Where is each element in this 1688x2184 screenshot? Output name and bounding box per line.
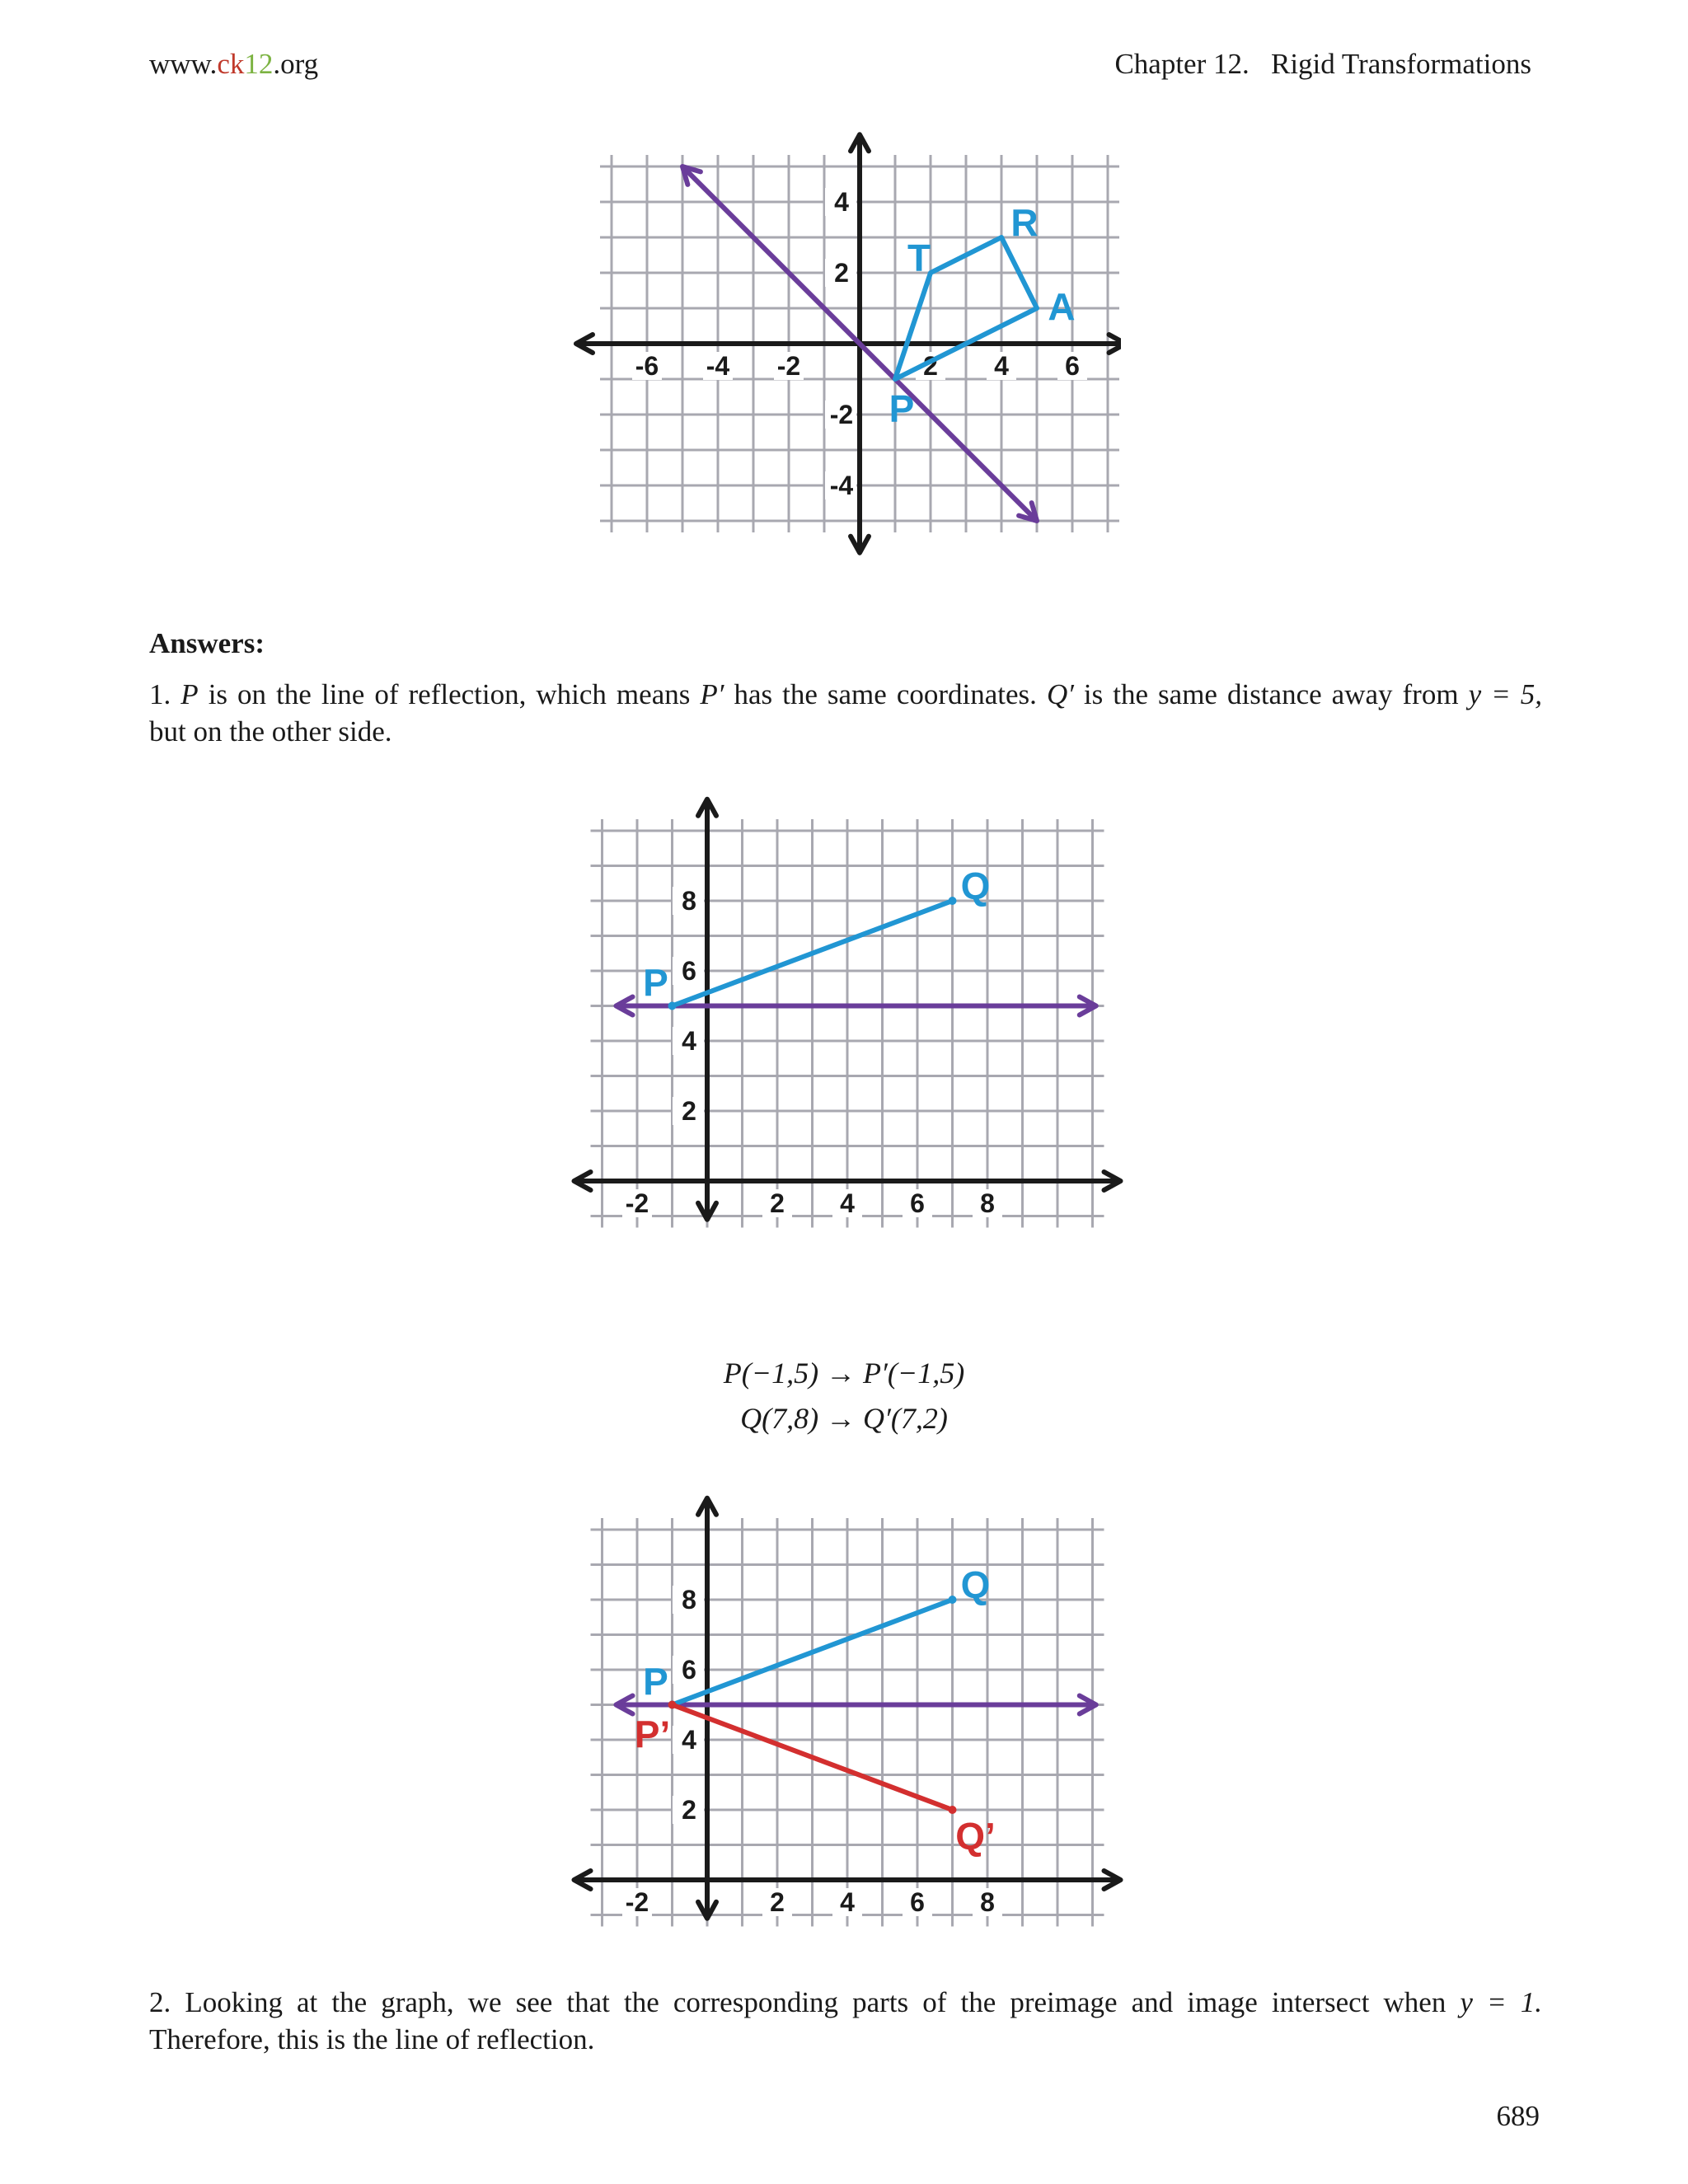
site-suffix: .org (273, 48, 319, 80)
page-number: 689 (1496, 2100, 1540, 2132)
site-prefix: www. (149, 48, 218, 80)
x-tick-label: 6 (910, 1188, 925, 1218)
label-p: P (643, 961, 668, 1005)
x-tick-label: 4 (840, 1887, 855, 1917)
answer-1-q-prime: Q′ (1046, 678, 1074, 710)
label-q-prime: Q’ (955, 1815, 996, 1858)
answer-1-text3: is the same distance away from (1073, 678, 1469, 710)
point-p (668, 1002, 677, 1010)
x-tick-label: -6 (635, 351, 659, 381)
y-tick-label: 4 (682, 1026, 696, 1056)
x-tick-label: 6 (910, 1887, 925, 1917)
equation-q: Q(7,8) → Q′(7,2) (740, 1402, 948, 1435)
site-ck: ck (217, 48, 245, 80)
x-tick-label: 2 (923, 351, 938, 381)
y-tick-label: 6 (682, 1655, 696, 1685)
x-tick-label: -2 (776, 351, 801, 381)
vertex-label-r: R (1010, 201, 1039, 244)
answer-2-line1: 2. Looking at the graph, we see that the corresponding parts of the preimage and image intersect when (149, 1986, 1447, 2018)
x-tick-label: 6 (1065, 351, 1080, 381)
vertex-label-p: P (889, 387, 915, 430)
answer-2-paragraph (149, 1984, 1542, 2058)
answer-1-p: P (181, 678, 199, 710)
y-tick-label: 2 (682, 1096, 696, 1126)
site-url[interactable] (149, 48, 318, 81)
graph3-svg (565, 1490, 1125, 1931)
x-tick-label: 8 (980, 1188, 995, 1218)
answer-1-text4: but on the other side. (149, 715, 392, 748)
graph-segment-pq (565, 791, 1125, 1232)
y-tick-label: 2 (834, 258, 849, 288)
x-tick-label: 2 (770, 1887, 785, 1917)
answer-2-y-eq: y = 1. (1460, 1986, 1542, 2018)
point-q (949, 897, 957, 905)
label-q: Q (960, 865, 991, 907)
graph-reflection-pq (565, 1490, 1125, 1931)
x-tick-label: 8 (980, 1887, 995, 1917)
y-tick-label: 8 (682, 1585, 696, 1615)
y-tick-label: -2 (829, 400, 854, 429)
graph2-svg (565, 791, 1125, 1232)
x-tick-label: 4 (840, 1188, 855, 1218)
vertex-label-a: A (1048, 285, 1076, 328)
y-tick-label: 4 (834, 187, 849, 217)
point-q-prime (949, 1806, 957, 1814)
answer-1-text1: is on the line of reflection, which means (198, 678, 701, 710)
vertex-label-t: T (907, 237, 931, 279)
answer-1-text2: has the same coordinates. (724, 678, 1047, 710)
y-tick-label: 4 (682, 1725, 696, 1755)
label-p-prime: P’ (634, 1713, 671, 1756)
x-tick-label: 2 (770, 1188, 785, 1218)
site-12: 12 (244, 48, 274, 80)
label-p: P (643, 1660, 668, 1704)
graph-reflection-diagonal (569, 128, 1121, 569)
answer-1-y-eq: y = 5, (1468, 678, 1543, 710)
x-tick-label: -4 (706, 351, 730, 381)
answer-1-number: 1. (149, 678, 171, 710)
label-q: Q (960, 1563, 991, 1606)
equation-p: P(−1,5) → P′(−1,5) (723, 1357, 965, 1390)
y-tick-label: -4 (829, 471, 854, 500)
y-tick-label: 8 (682, 886, 696, 916)
point-p-prime (668, 1701, 677, 1709)
point-q (949, 1596, 957, 1604)
x-tick-label: 4 (994, 351, 1009, 381)
y-tick-label: 2 (682, 1795, 696, 1825)
answer-2-line2: Therefore, this is the line of reflection. (149, 2023, 595, 2055)
answers-heading: Answers: (149, 627, 265, 659)
answer-1-paragraph (149, 676, 1542, 750)
x-tick-label: -2 (625, 1188, 649, 1218)
chapter-title: Chapter 12. Rigid Transformations (1114, 48, 1531, 80)
x-tick-label: -2 (625, 1887, 649, 1917)
y-tick-label: 6 (682, 956, 696, 986)
graph1-svg (569, 128, 1121, 569)
answer-1-p-prime: P′ (700, 678, 724, 710)
